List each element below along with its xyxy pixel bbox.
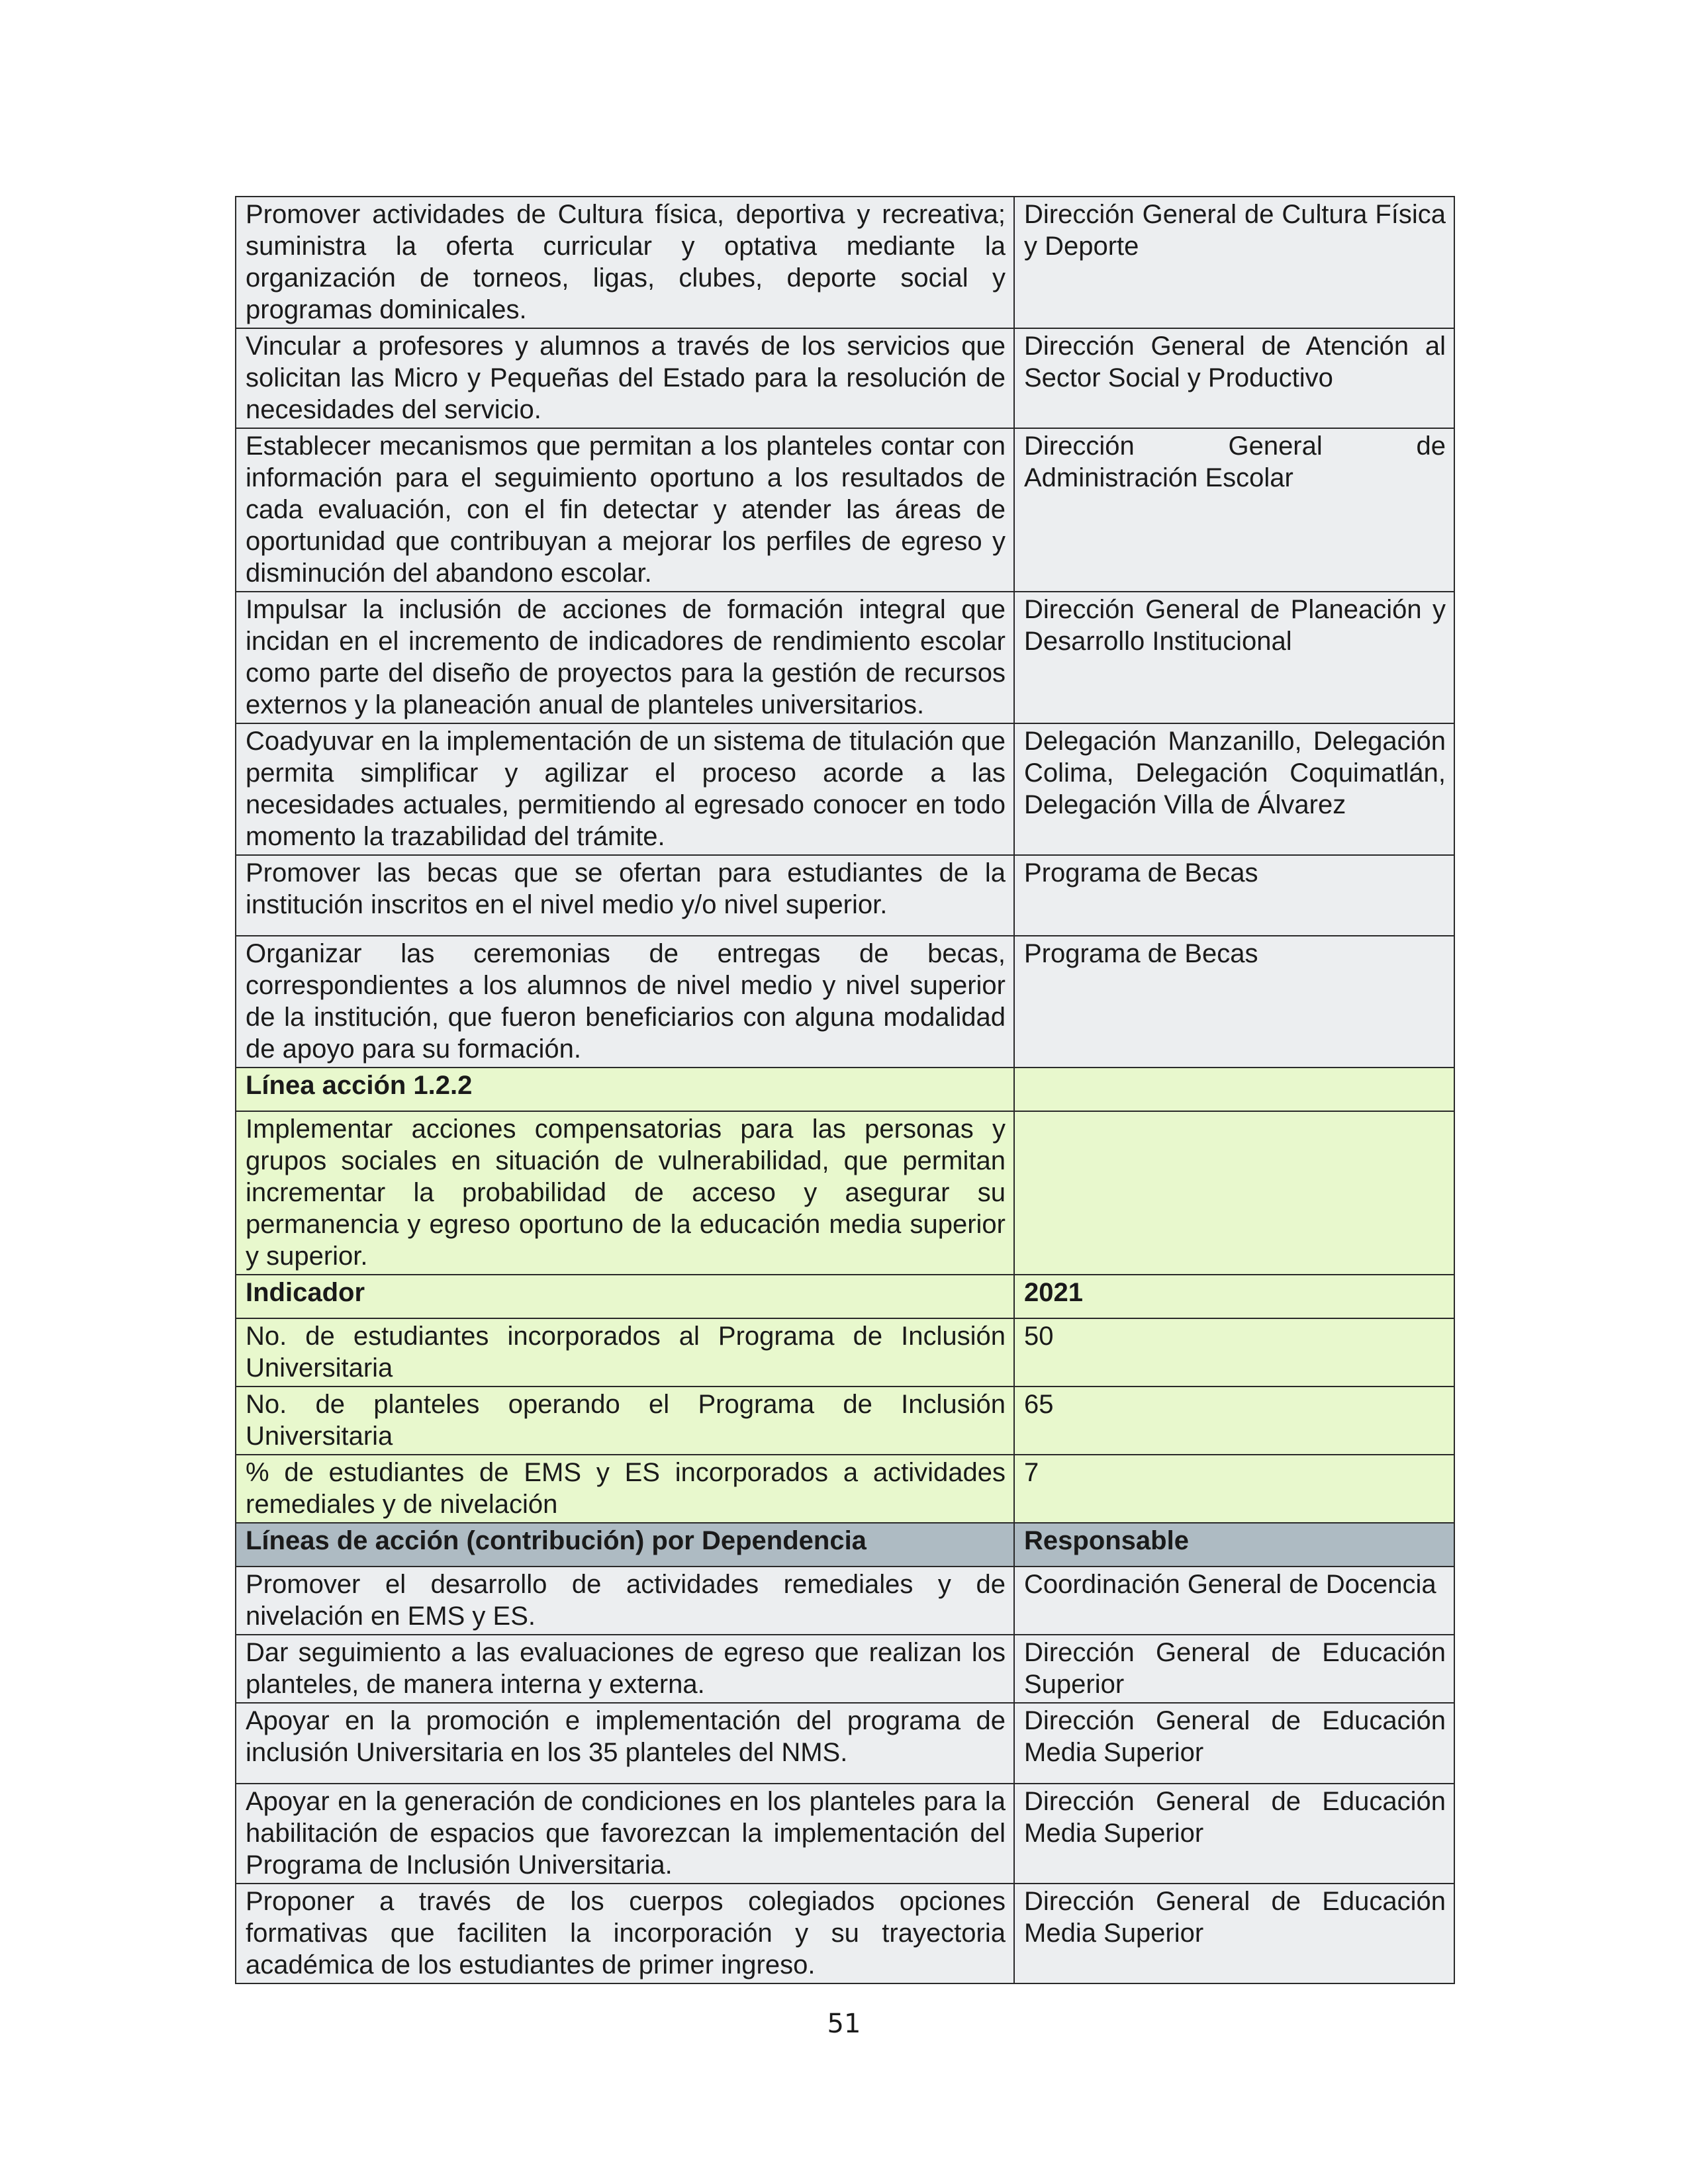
- responsible-cell: Programa de Becas: [1014, 855, 1454, 936]
- table-row: [236, 328, 1454, 428]
- responsible-cell: Dirección General de Educación Media Superior: [1014, 1703, 1454, 1784]
- indicator-row: [236, 1318, 1454, 1387]
- table-row: [236, 592, 1454, 723]
- section-header-right: Responsable: [1014, 1523, 1454, 1567]
- action-cell: Apoyar en la promoción e implementación del programa de inclusión Universitaria en los 35 planteles del NMS.: [236, 1703, 1014, 1784]
- page-number: 51: [827, 2009, 861, 2039]
- action-cell: Promover las becas que se ofertan para estudiantes de la institución inscritos en el nivel medio y/o nivel superior.: [236, 855, 1014, 936]
- indicator-value: 50: [1014, 1318, 1454, 1387]
- section-header-left: Líneas de acción (contribución) por Dependencia: [236, 1523, 1014, 1567]
- indicator-name: No. de estudiantes incorporados al Programa de Inclusión Universitaria: [236, 1318, 1014, 1387]
- indicator-name: % de estudiantes de EMS y ES incorporados a actividades remediales y de nivelación: [236, 1455, 1014, 1523]
- linea-description: Implementar acciones compensatorias para las personas y grupos sociales en situación de vulnerabilidad, que permitan incrementar la probabilidad de acceso y asegurar su permanencia y egreso oportuno de la educación media superior y superior.: [236, 1111, 1014, 1275]
- indicator-year: 2021: [1014, 1275, 1454, 1318]
- responsible-cell: Coordinación General de Docencia: [1014, 1567, 1454, 1635]
- action-cell: Promover el desarrollo de actividades remediales y de nivelación en EMS y ES.: [236, 1567, 1014, 1635]
- table-row: [236, 1567, 1454, 1635]
- table-row: [236, 936, 1454, 1068]
- action-cell: Promover actividades de Cultura física, deportiva y recreativa; suministra la oferta curricular y optativa mediante la organización de torneos, ligas, clubes, deporte social y programas dominicales.: [236, 197, 1014, 328]
- empty-cell: [1014, 1068, 1454, 1111]
- responsible-cell: Dirección General de Educación Media Superior: [1014, 1784, 1454, 1884]
- responsible-cell: Dirección General de Educación Superior: [1014, 1635, 1454, 1703]
- linea-description-row: [236, 1111, 1454, 1275]
- table-row: [236, 1703, 1454, 1784]
- responsible-cell: Dirección General de Cultura Física y Deporte: [1014, 197, 1454, 328]
- table-row: [236, 428, 1454, 592]
- action-cell: Vincular a profesores y alumnos a través de los servicios que solicitan las Micro y Pequeñas del Estado para la resolución de necesidades del servicio.: [236, 328, 1014, 428]
- action-cell: Dar seguimiento a las evaluaciones de egreso que realizan los planteles, de manera interna y externa.: [236, 1635, 1014, 1703]
- action-cell: Apoyar en la generación de condiciones en los planteles para la habilitación de espacios que favorezcan la implementación del Programa de Inclusión Universitaria.: [236, 1784, 1014, 1884]
- action-cell: Coadyuvar en la implementación de un sistema de titulación que permita simplificar y agilizar el proceso acorde a las necesidades actuales, permitiendo al egresado conocer en todo momento la trazabilidad del trámite.: [236, 723, 1014, 855]
- indicator-row: [236, 1455, 1454, 1523]
- table-row: [236, 1635, 1454, 1703]
- indicator-value: 65: [1014, 1387, 1454, 1455]
- action-cell: Impulsar la inclusión de acciones de formación integral que incidan en el incremento de indicadores de rendimiento escolar como parte del diseño de proyectos para la gestión de recursos externos y la planeación anual de planteles universitarios.: [236, 592, 1014, 723]
- table-row: [236, 1884, 1454, 1983]
- action-lines-table: [235, 196, 1455, 1984]
- empty-cell: [1014, 1111, 1454, 1275]
- responsible-cell: Dirección General de Atención al Sector Social y Productivo: [1014, 328, 1454, 428]
- action-cell: Proponer a través de los cuerpos colegiados opciones formativas que faciliten la incorporación y su trayectoria académica de los estudiantes de primer ingreso.: [236, 1884, 1014, 1983]
- indicator-header-row: [236, 1275, 1454, 1318]
- responsible-cell: Dirección General de Educación Media Superior: [1014, 1884, 1454, 1983]
- linea-heading-row: [236, 1068, 1454, 1111]
- responsible-cell: Delegación Manzanillo, Delegación Colima, Delegación Coquimatlán, Delegación Villa de Álvarez: [1014, 723, 1454, 855]
- table-row: [236, 1784, 1454, 1884]
- section-header-row: [236, 1523, 1454, 1567]
- table-row: [236, 197, 1454, 328]
- indicator-value: 7: [1014, 1455, 1454, 1523]
- indicator-row: [236, 1387, 1454, 1455]
- responsible-cell: Programa de Becas: [1014, 936, 1454, 1068]
- indicator-name: No. de planteles operando el Programa de Inclusión Universitaria: [236, 1387, 1014, 1455]
- indicator-label: Indicador: [236, 1275, 1014, 1318]
- linea-heading: Línea acción 1.2.2: [236, 1068, 1014, 1111]
- action-cell: Organizar las ceremonias de entregas de becas, correspondientes a los alumnos de nivel medio y nivel superior de la institución, que fueron beneficiarios con alguna modalidad de apoyo para su formación.: [236, 936, 1014, 1068]
- responsible-cell: Dirección General de Administración Escolar: [1014, 428, 1454, 592]
- action-cell: Establecer mecanismos que permitan a los planteles contar con información para el seguimiento oportuno a los resultados de cada evaluación, con el fin detectar y atender las áreas de oportunidad que contribuyan a mejorar los perfiles de egreso y disminución del abandono escolar.: [236, 428, 1014, 592]
- table-row: [236, 723, 1454, 855]
- table-row: [236, 855, 1454, 936]
- responsible-cell: Dirección General de Planeación y Desarrollo Institucional: [1014, 592, 1454, 723]
